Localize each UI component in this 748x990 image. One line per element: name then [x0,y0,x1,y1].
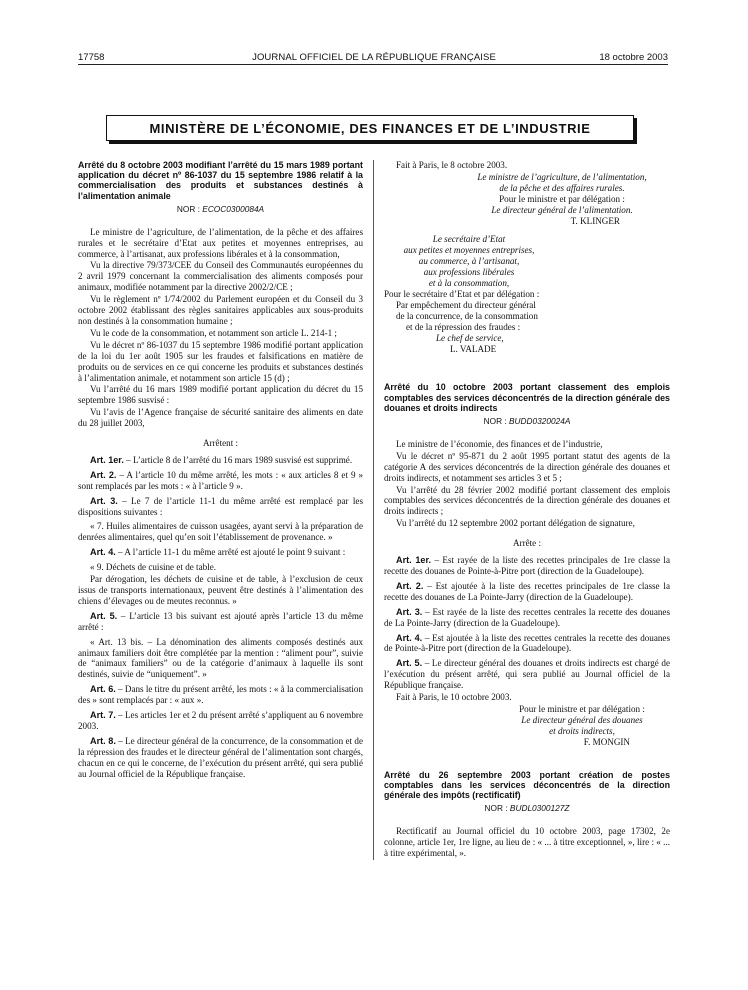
delegation-line: Le chef de service, [436,332,504,343]
signer2-delegation [384,289,670,354]
delegation-line: et de la répression des fraudes : [406,321,521,332]
article-text: – Est ajoutée à la liste des recettes centrales la recette des douanes de Pointe-à-Pitre port (direction de la Guadeloupe). [384,632,670,654]
article-text: – Est ajoutée à la liste des recettes principales de 1re classe la recette des douanes de La Pointe-Jarry (direction de la Guadeloupe). [384,580,670,602]
right-column [384,160,670,860]
article [384,555,670,577]
delegation-line: Par empêchement du directeur général [396,299,536,310]
article [78,684,363,706]
article [78,611,363,633]
article-quote: Par dérogation, les déchets de cuisine et de table, à l’exclusion de ceux issus de transports internationaux, peuvent être destinés à l’alimentation des chiens d’élevages ou de meutes reconnus. » [78,574,363,606]
article [78,736,363,780]
article-text: – Le directeur général de la concurrence, de la consommation et de la répression des fraudes et le directeur général de l’alimentation sont chargés, chacun en ce qui le concerne, de l’exécution du présent arrêté, qui sera publié au Journal officiel de la République française. [78,735,363,779]
visa: Vu la directive 79/373/CEE du Conseil des Communautés européennes du 2 avril 1979 concernant la commercialisation des aliments composés pour animaux, modifiée notamment par la directive 2002/2/CE ; [78,260,363,293]
article-label: Art. 8. [90,735,116,746]
nor-code: ECOC0300084A [202,203,265,214]
signer-line: aux professions libérales [423,267,515,278]
delegation-line: Pour le secrétaire d’Etat et par délégation : [384,288,540,299]
signer-line: Le directeur général des douanes [521,714,643,725]
article [384,581,670,603]
arrete-heading: Arrête : [512,538,542,549]
visa: Vu l’arrêté du 12 septembre 2002 portant délégation de signature, [396,518,635,529]
article-label: Art. 4. [90,547,116,558]
article-text: – Les articles 1er et 2 du présent arrêté s’appliquent au 6 novembre 2003. [78,710,363,731]
decree3-title: Arrêté du 26 septembre 2003 portant création de postes comptables dans les services déconcentrés de la direction générale des impôts (rectificatif) [384,769,670,800]
signer-line: aux petites et moyennes entreprises, [403,245,535,256]
article-quote: « 7. Huiles alimentaires de cuisson usagées, ayant servi à la préparation de denrées alimentaires, quel qu’en soit l’établissement de provenance. » [78,521,363,543]
visa: Le ministre de l’agriculture, de l’alimentation, de la pêche et des affaires rurales et le secrétaire d’Etat aux petites et moyennes entreprises, au commerce, à l’artisanat, aux professions libérales et à la consommation, [78,226,363,259]
visa: Vu le règlement nº 1/74/2002 du Parlement européen et du Conseil du 3 octobre 2002 établissant des règles sanitaires applicables aux sous-produits non destinés à la consommation humaine ; [78,294,363,326]
article-label: Art. 3. [90,495,118,506]
article-label: Art. 2. [396,580,424,591]
visa: Vu l’avis de l’Agence française de sécurité sanitaire des aliments en date du 28 juillet 2003, [78,407,363,429]
signer1-name: T. KLINGER [570,215,620,226]
signer-line: de la pêche et des affaires rurales. [499,182,625,193]
decree3-body: Rectificatif au Journal officiel du 10 octobre 2003, page 17302, 2e colonne, article 1er, 1re ligne, au lieu de : « ... à titre exceptionnel, », lire : « ... à titre expérimental, ». [384,826,670,858]
article-text: – Dans le titre du présent arrêté, les mots : « à la commercialisation des » sont remplacés par : « aux ». [78,684,363,706]
article [384,658,670,691]
article [78,455,363,466]
arrete-heading: Arrêtent : [202,438,239,449]
nor-code: BUDL0300127Z [509,803,570,814]
nor-label: NOR : [483,416,507,427]
signer-line: et à la consommation, [428,278,510,289]
signer-line: Le secrétaire d’Etat [432,234,506,245]
article-label: Art. 7. [90,710,116,721]
visa: Vu l’arrêté du 16 mars 1989 modifié portant application du décret du 15 septembre 1986 susvisé : [78,384,363,406]
article [78,470,363,492]
ministry-heading: MINISTÈRE DE L’ÉCONOMIE, DES FINANCES ET DE L’INDUSTRIE [106,115,634,141]
decree2-title: Arrêté du 10 octobre 2003 portant classement des emplois comptables des services déconcentrés de la direction générale des douanes et droits indirects [384,382,670,413]
signer-line: au commerce, à l’artisanat, [418,256,520,267]
decree3-nor [384,803,670,814]
signer-line: Le directeur général de l’alimentation. [491,204,633,215]
visa: Vu l’arrêté du 28 février 2002 modifié portant classement des emplois comptables des services déconcentrés de la direction générale des douanes et droits indirects ; [384,484,670,517]
signer2-name: L. VALADE [450,343,497,354]
article-label: Art. 6. [90,684,116,695]
article-quote: « Art. 13 bis. – La dénomination des aliments composés destinés aux animaux familiers doit être complétée par la mention : “aliment pour”, suivie de “animaux familiers” ou de la catégorie d’animaux à laquelle ils sont destinés, suivie de “uniquement”. » [78,636,363,680]
article-label: Art. 5. [396,658,423,669]
signer-name: F. MONGIN [583,736,630,747]
visa: Vu le décret nº 95-871 du 2 août 1995 portant statut des agents de la catégorie A des services déconcentrés de la direction générale des douanes et droits indirects, et notamment ses articles 3 et 5 ; [384,450,670,483]
visa: Vu le code de la consommation, et notamment son article L. 214-1 ; [90,327,337,338]
header-rule [78,64,668,65]
article-text: – Est rayée de la liste des recettes centrales la recette des douanes de La Pointe-Jarry (direction de la Guadeloupe). [384,606,670,628]
article [78,547,363,558]
article [78,710,363,732]
nor-code: BUDD0320024A [509,416,571,427]
signer-line: Le ministre de l’agriculture, de l’alimentation, [477,171,647,182]
decree2-nor [384,416,670,427]
article-label: Art. 1er. [90,454,124,465]
signer-line: Pour le ministre et par délégation : [499,193,625,204]
signer2-block [384,234,554,289]
place-date: Fait à Paris, le 10 octobre 2003. [396,692,512,703]
publication-date: 18 octobre 2003 [599,52,668,63]
article-text: – L’article 13 bis suivant est ajouté après l’article 13 du même arrêté : [78,610,363,632]
article [384,607,670,629]
nor-label: NOR : [484,803,508,814]
article-label: Art. 5. [90,610,118,621]
signer1-block [384,172,670,216]
article-label: Art. 2. [90,469,117,480]
decree1-nor [78,204,363,215]
article [78,496,363,518]
signer-line: et droits indirects, [549,725,615,736]
article [384,633,670,655]
visa: Le ministre de l’économie, des finances et de l’industrie, [396,438,603,449]
column-divider [373,160,374,860]
article-text: – A l’article 11-1 du même arrêté est ajouté le point 9 suivant : [115,547,346,558]
article-text: – A l’article 10 du même arrêté, les mots : « aux articles 8 et 9 » sont remplacés par les mots : « à l’article 9 ». [78,469,363,491]
article-text: – Le 7 de l’article 11-1 du même arrêté est remplacé par les dispositions suivantes : [78,495,363,517]
article-quote: « 9. Déchets de cuisine et de table. [90,562,217,573]
left-column [78,160,363,781]
article-text: – Le directeur général des douanes et droits indirects est chargé de l’exécution du présent arrêté, qui sera publié au Journal officiel de la République française. [384,658,670,691]
journal-title: JOURNAL OFFICIEL DE LA RÉPUBLIQUE FRANÇAISE [252,52,496,63]
article-text: – Est rayée de la liste des recettes principales de 1re classe la recette des douanes de Pointe-à-Pitre port (direction de la Guadeloupe). [384,555,670,576]
article-text: – L’article 8 de l’arrêté du 16 mars 1989 susvisé est supprimé. [123,454,353,465]
page-number: 17758 [78,52,105,63]
place-date: Fait à Paris, le 8 octobre 2003. [396,160,508,170]
delegation-line: de la concurrence, de la consommation [396,310,538,321]
article-label: Art. 1er. [396,555,432,566]
signer-block [384,704,670,737]
signer-line: Pour le ministre et par délégation : [519,703,645,714]
article-label: Art. 4. [396,632,423,643]
visa: Vu le décret nº 86-1037 du 15 septembre 1986 modifié portant application de la loi du 1er août 1905 sur les fraudes et falsifications en matière de produits ou de services en ce qui concerne les produits et substances destinés à l’alimentation animale, et notamment son article 15 (d) ; [78,339,363,383]
decree1-title: Arrêté du 8 octobre 2003 modifiant l’arrêté du 15 mars 1989 portant application du décret nº 86-1037 du 15 septembre 1986 relatif à la commercialisation des produits et substances destinés à l’alimentation animale [78,160,363,201]
nor-label: NOR : [176,203,200,214]
article-label: Art. 3. [396,606,423,617]
